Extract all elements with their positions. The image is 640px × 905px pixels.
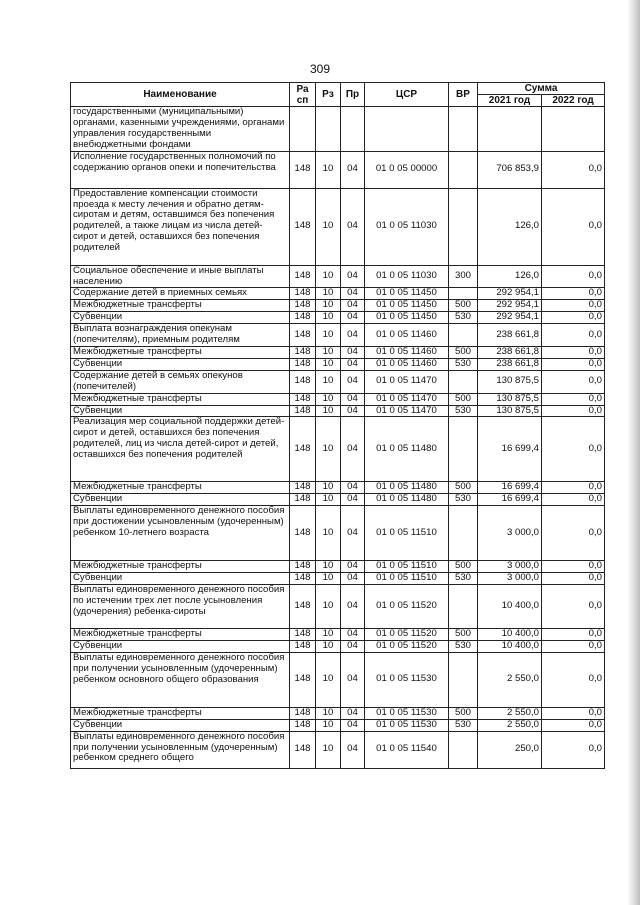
cell-razdel: 148	[290, 151, 316, 188]
cell-sum-2022: 0,0	[542, 300, 605, 312]
cell-vr	[449, 652, 478, 707]
cell-name: Субвенции	[71, 494, 290, 506]
cell-pr: 04	[341, 312, 365, 324]
cell-rz: 10	[316, 405, 341, 417]
cell-pr: 04	[341, 629, 365, 641]
cell-sum-2022: 0,0	[542, 585, 605, 629]
cell-pr: 04	[341, 288, 365, 300]
cell-sum-2022: 0,0	[542, 417, 605, 482]
table-row	[71, 405, 605, 417]
cell-sum-2021: 2 550,0	[478, 707, 542, 719]
cell-sum-2021: 126,0	[478, 188, 542, 265]
cell-pr: 04	[341, 300, 365, 312]
cell-sum-2021: 130 875,5	[478, 393, 542, 405]
table-row	[71, 417, 605, 482]
cell-name: Исполнение государственных полномочий по содержанию органов опеки и попечительства	[71, 151, 290, 188]
cell-vr	[449, 151, 478, 188]
cell-rz: 10	[316, 312, 341, 324]
cell-vr: 530	[449, 312, 478, 324]
cell-sum-2022: 0,0	[542, 494, 605, 506]
cell-sum-2021: 130 875,5	[478, 405, 542, 417]
cell-razdel: 148	[290, 393, 316, 405]
cell-sum-2022: 0,0	[542, 265, 605, 288]
cell-pr: 04	[341, 265, 365, 288]
cell-sum-2022: 0,0	[542, 573, 605, 585]
cell-vr	[449, 288, 478, 300]
cell-rz: 10	[316, 265, 341, 288]
table-row	[71, 719, 605, 731]
cell-rz: 10	[316, 506, 341, 561]
header-name: Наименование	[71, 83, 290, 107]
cell-name: Содержание детей в приемных семьях	[71, 288, 290, 300]
cell-sum-2021: 2 550,0	[478, 719, 542, 731]
cell-name: Предоставление компенсации стоимости проезда к месту лечения и обратно детям-сиротам и детям, оставшимся без попечения родителей, а также лицам из числа детей-сирот и детей, оставшихся без попечения родителей	[71, 188, 290, 265]
table-row	[71, 188, 605, 265]
cell-rz: 10	[316, 188, 341, 265]
cell-name: Субвенции	[71, 640, 290, 652]
cell-vr	[449, 585, 478, 629]
cell-vr	[449, 107, 478, 152]
table-row	[71, 358, 605, 370]
cell-name: Субвенции	[71, 719, 290, 731]
cell-sum-2021: 292 954,1	[478, 300, 542, 312]
cell-pr: 04	[341, 707, 365, 719]
cell-sum-2021: 3 000,0	[478, 573, 542, 585]
cell-csr: 01 0 05 11460	[365, 358, 449, 370]
cell-sum-2022: 0,0	[542, 506, 605, 561]
cell-sum-2021	[478, 107, 542, 152]
cell-sum-2021: 3 000,0	[478, 561, 542, 573]
cell-razdel: 148	[290, 561, 316, 573]
cell-razdel: 148	[290, 731, 316, 768]
cell-sum-2022: 0,0	[542, 640, 605, 652]
cell-pr: 04	[341, 731, 365, 768]
cell-sum-2022: 0,0	[542, 405, 605, 417]
cell-razdel: 148	[290, 346, 316, 358]
cell-name: Межбюджетные трансферты	[71, 346, 290, 358]
table-row	[71, 300, 605, 312]
header-razdel: Ра сп	[290, 83, 316, 107]
header-sum: Сумма	[478, 83, 605, 95]
scan-edge-shadow	[627, 0, 640, 905]
cell-sum-2021: 10 400,0	[478, 585, 542, 629]
cell-csr: 01 0 05 11450	[365, 312, 449, 324]
cell-sum-2021: 238 661,8	[478, 346, 542, 358]
cell-csr: 01 0 05 11520	[365, 640, 449, 652]
cell-pr: 04	[341, 151, 365, 188]
cell-csr: 01 0 05 11530	[365, 652, 449, 707]
cell-sum-2022	[542, 107, 605, 152]
cell-sum-2022: 0,0	[542, 719, 605, 731]
cell-sum-2021: 130 875,5	[478, 370, 542, 393]
cell-sum-2022: 0,0	[542, 312, 605, 324]
cell-vr: 300	[449, 265, 478, 288]
cell-pr: 04	[341, 417, 365, 482]
cell-sum-2022: 0,0	[542, 370, 605, 393]
cell-razdel: 148	[290, 300, 316, 312]
cell-sum-2022: 0,0	[542, 629, 605, 641]
table-row	[71, 346, 605, 358]
cell-name: Выплаты единовременного денежного пособия при достижении усыновленным (удочеренным) ребенком 10-летнего возраста	[71, 506, 290, 561]
table-row	[71, 731, 605, 768]
cell-name: Выплаты единовременного денежного пособия при получении усыновленным (удочеренным) ребенком среднего общего	[71, 731, 290, 768]
cell-rz: 10	[316, 640, 341, 652]
table-row	[71, 151, 605, 188]
cell-razdel: 148	[290, 573, 316, 585]
cell-razdel: 148	[290, 629, 316, 641]
cell-name: Межбюджетные трансферты	[71, 561, 290, 573]
cell-rz	[316, 107, 341, 152]
table-row	[71, 629, 605, 641]
cell-rz: 10	[316, 585, 341, 629]
cell-pr: 04	[341, 405, 365, 417]
cell-razdel: 148	[290, 405, 316, 417]
table-row	[71, 393, 605, 405]
cell-csr: 01 0 05 11510	[365, 561, 449, 573]
cell-name: Выплаты единовременного денежного пособия при получении усыновленным (удочеренным) ребенком основного общего образования	[71, 652, 290, 707]
cell-rz: 10	[316, 482, 341, 494]
cell-csr: 01 0 05 11530	[365, 719, 449, 731]
cell-name: Реализация мер социальной поддержки детей-сирот и детей, оставшихся без попечения родителей, лиц из числа детей-сирот и детей, оставшихся без попечения родителей	[71, 417, 290, 482]
cell-name: государственными (муниципальными) органами, казенными учреждениями, органами управления государственными внебюджетными фондами	[71, 107, 290, 152]
cell-rz: 10	[316, 393, 341, 405]
table-row	[71, 482, 605, 494]
cell-rz: 10	[316, 561, 341, 573]
cell-pr: 04	[341, 324, 365, 347]
cell-sum-2021: 3 000,0	[478, 506, 542, 561]
cell-razdel	[290, 107, 316, 152]
cell-rz: 10	[316, 731, 341, 768]
cell-name: Межбюджетные трансферты	[71, 393, 290, 405]
cell-sum-2022: 0,0	[542, 731, 605, 768]
cell-rz: 10	[316, 417, 341, 482]
cell-razdel: 148	[290, 417, 316, 482]
cell-razdel: 148	[290, 358, 316, 370]
table-row	[71, 265, 605, 288]
cell-name: Межбюджетные трансферты	[71, 482, 290, 494]
cell-sum-2021: 238 661,8	[478, 358, 542, 370]
cell-pr: 04	[341, 346, 365, 358]
cell-pr: 04	[341, 358, 365, 370]
cell-rz: 10	[316, 346, 341, 358]
cell-csr: 01 0 05 11480	[365, 482, 449, 494]
cell-csr: 01 0 05 11470	[365, 405, 449, 417]
cell-sum-2022: 0,0	[542, 561, 605, 573]
cell-sum-2022: 0,0	[542, 707, 605, 719]
cell-razdel: 148	[290, 506, 316, 561]
cell-sum-2021: 292 954,1	[478, 312, 542, 324]
cell-name: Межбюджетные трансферты	[71, 629, 290, 641]
cell-csr: 01 0 05 11470	[365, 393, 449, 405]
cell-vr: 500	[449, 346, 478, 358]
cell-sum-2022: 0,0	[542, 188, 605, 265]
cell-sum-2021: 10 400,0	[478, 629, 542, 641]
cell-sum-2022: 0,0	[542, 393, 605, 405]
table-row	[71, 370, 605, 393]
header-2021: 2021 год	[478, 95, 542, 107]
cell-name: Межбюджетные трансферты	[71, 300, 290, 312]
cell-vr	[449, 324, 478, 347]
cell-csr: 01 0 05 11520	[365, 585, 449, 629]
table-row	[71, 312, 605, 324]
cell-vr: 530	[449, 405, 478, 417]
cell-sum-2022: 0,0	[542, 288, 605, 300]
header-vr: ВР	[449, 83, 478, 107]
cell-pr: 04	[341, 585, 365, 629]
cell-rz: 10	[316, 324, 341, 347]
cell-sum-2022: 0,0	[542, 346, 605, 358]
cell-vr: 530	[449, 719, 478, 731]
cell-razdel: 148	[290, 265, 316, 288]
cell-sum-2021: 250,0	[478, 731, 542, 768]
cell-csr: 01 0 05 11480	[365, 417, 449, 482]
header-2022: 2022 год	[542, 95, 605, 107]
table-row	[71, 707, 605, 719]
cell-sum-2022: 0,0	[542, 482, 605, 494]
cell-rz: 10	[316, 494, 341, 506]
cell-vr: 500	[449, 300, 478, 312]
cell-pr: 04	[341, 573, 365, 585]
cell-pr: 04	[341, 393, 365, 405]
table-row	[71, 573, 605, 585]
cell-pr: 04	[341, 482, 365, 494]
cell-name: Межбюджетные трансферты	[71, 707, 290, 719]
cell-pr: 04	[341, 561, 365, 573]
cell-pr	[341, 107, 365, 152]
cell-csr: 01 0 05 11450	[365, 300, 449, 312]
budget-table	[70, 82, 605, 769]
cell-sum-2021: 292 954,1	[478, 288, 542, 300]
table-row	[71, 324, 605, 347]
cell-sum-2022: 0,0	[542, 652, 605, 707]
cell-pr: 04	[341, 640, 365, 652]
cell-sum-2021: 2 550,0	[478, 652, 542, 707]
cell-vr: 500	[449, 707, 478, 719]
cell-sum-2021: 16 699,4	[478, 417, 542, 482]
cell-razdel: 148	[290, 482, 316, 494]
cell-razdel: 148	[290, 324, 316, 347]
cell-razdel: 148	[290, 370, 316, 393]
cell-vr: 500	[449, 561, 478, 573]
cell-vr: 530	[449, 573, 478, 585]
table-row	[71, 561, 605, 573]
cell-rz: 10	[316, 151, 341, 188]
cell-rz: 10	[316, 358, 341, 370]
cell-razdel: 148	[290, 640, 316, 652]
table-header-row	[71, 83, 605, 95]
cell-sum-2021: 126,0	[478, 265, 542, 288]
cell-pr: 04	[341, 494, 365, 506]
cell-vr: 530	[449, 640, 478, 652]
cell-rz: 10	[316, 719, 341, 731]
cell-csr: 01 0 05 11470	[365, 370, 449, 393]
cell-vr: 500	[449, 629, 478, 641]
cell-name: Субвенции	[71, 312, 290, 324]
cell-pr: 04	[341, 370, 365, 393]
cell-csr: 01 0 05 11030	[365, 265, 449, 288]
cell-name: Содержание детей в семьях опекунов (попечителей)	[71, 370, 290, 393]
cell-vr	[449, 417, 478, 482]
cell-razdel: 148	[290, 707, 316, 719]
cell-sum-2021: 238 661,8	[478, 324, 542, 347]
cell-csr: 01 0 05 11510	[365, 506, 449, 561]
cell-rz: 10	[316, 288, 341, 300]
cell-csr: 01 0 05 11030	[365, 188, 449, 265]
header-csr: ЦСР	[365, 83, 449, 107]
cell-vr: 530	[449, 358, 478, 370]
cell-csr: 01 0 05 11460	[365, 324, 449, 347]
cell-sum-2022: 0,0	[542, 324, 605, 347]
cell-vr: 500	[449, 393, 478, 405]
header-rz: Рз	[316, 83, 341, 107]
cell-csr: 01 0 05 11510	[365, 573, 449, 585]
cell-razdel: 148	[290, 494, 316, 506]
page-number: 309	[309, 62, 331, 76]
cell-rz: 10	[316, 573, 341, 585]
header-pr: Пр	[341, 83, 365, 107]
cell-razdel: 148	[290, 288, 316, 300]
cell-name: Субвенции	[71, 405, 290, 417]
cell-sum-2021: 16 699,4	[478, 494, 542, 506]
cell-rz: 10	[316, 370, 341, 393]
cell-vr	[449, 731, 478, 768]
cell-sum-2021: 706 853,9	[478, 151, 542, 188]
cell-sum-2022: 0,0	[542, 358, 605, 370]
cell-vr: 500	[449, 482, 478, 494]
cell-pr: 04	[341, 188, 365, 265]
table-row	[71, 652, 605, 707]
cell-csr: 01 0 05 11450	[365, 288, 449, 300]
cell-razdel: 148	[290, 719, 316, 731]
table-row	[71, 494, 605, 506]
table-row	[71, 506, 605, 561]
cell-razdel: 148	[290, 585, 316, 629]
cell-name: Субвенции	[71, 573, 290, 585]
cell-rz: 10	[316, 300, 341, 312]
cell-pr: 04	[341, 652, 365, 707]
cell-rz: 10	[316, 629, 341, 641]
cell-razdel: 148	[290, 652, 316, 707]
cell-vr	[449, 188, 478, 265]
cell-csr: 01 0 05 11520	[365, 629, 449, 641]
cell-csr: 01 0 05 11540	[365, 731, 449, 768]
cell-vr: 530	[449, 494, 478, 506]
cell-vr	[449, 370, 478, 393]
cell-csr: 01 0 05 00000	[365, 151, 449, 188]
cell-pr: 04	[341, 506, 365, 561]
cell-name: Субвенции	[71, 358, 290, 370]
cell-sum-2021: 16 699,4	[478, 482, 542, 494]
cell-sum-2021: 10 400,0	[478, 640, 542, 652]
cell-rz: 10	[316, 652, 341, 707]
table-row	[71, 288, 605, 300]
cell-rz: 10	[316, 707, 341, 719]
cell-vr	[449, 506, 478, 561]
table-row	[71, 640, 605, 652]
cell-name: Выплата вознаграждения опекунам (попечителям), приемным родителям	[71, 324, 290, 347]
table-body	[71, 107, 605, 769]
cell-name: Социальное обеспечение и иные выплаты населению	[71, 265, 290, 288]
cell-csr	[365, 107, 449, 152]
cell-sum-2022: 0,0	[542, 151, 605, 188]
table-row	[71, 107, 605, 152]
table-row	[71, 585, 605, 629]
cell-csr: 01 0 05 11460	[365, 346, 449, 358]
cell-csr: 01 0 05 11480	[365, 494, 449, 506]
cell-razdel: 148	[290, 312, 316, 324]
cell-razdel: 148	[290, 188, 316, 265]
cell-name: Выплаты единовременного денежного пособия по истечении трех лет после усыновления (удочерения) ребенка-сироты	[71, 585, 290, 629]
cell-csr: 01 0 05 11530	[365, 707, 449, 719]
cell-pr: 04	[341, 719, 365, 731]
